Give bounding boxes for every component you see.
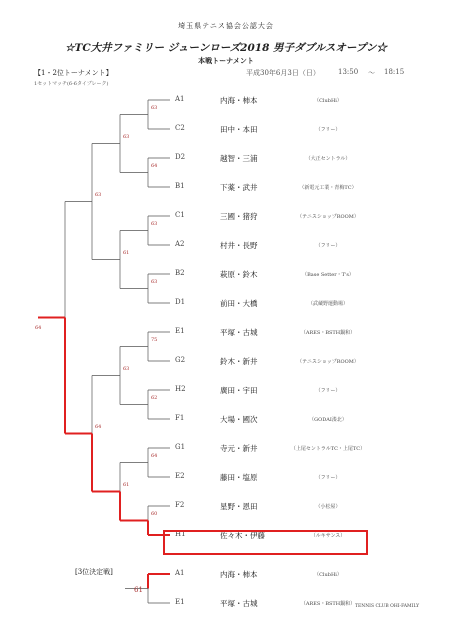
entry-club: （大正セントラル）: [305, 156, 351, 162]
footer-club-name: TENNIS CLUB OHI-FAMILY: [355, 604, 420, 609]
entry-club: （テニスショップROOM）: [297, 214, 359, 220]
entry-club: （フリー）: [315, 127, 341, 133]
entry-team-names: 星野・恩田: [220, 502, 258, 511]
entry-club: （Base Setter・T's）: [302, 272, 354, 278]
third-place-score: 61: [134, 586, 143, 594]
entry-team-names: 村井・長野: [220, 241, 258, 250]
end-time: 18:15: [384, 68, 405, 76]
match-score: 60: [151, 510, 158, 517]
entry-club: （フリー）: [315, 475, 341, 481]
match-score: 64: [151, 452, 158, 459]
entry-team-names: 三國・猪狩: [220, 212, 258, 221]
entry-team-names: 内海・柿本: [220, 96, 258, 105]
entry-team-names: 越智・三浦: [220, 154, 258, 163]
entry-seed: C1: [175, 211, 185, 219]
entry-seed: B2: [175, 269, 185, 277]
entry-team-names: 藤田・塩原: [220, 473, 258, 482]
match-score: 61: [123, 481, 130, 488]
tournament-subtitle: 本戦トーナメント: [198, 56, 254, 65]
third-place-team-names: 内海・柿本: [220, 570, 258, 579]
match-score: 62: [151, 394, 158, 401]
champion-highlight-box: [163, 530, 368, 555]
entry-team-names: 平塚・古城: [220, 328, 258, 337]
entry-seed: E2: [175, 472, 185, 480]
entry-team-names: 前田・大橋: [220, 299, 258, 308]
entry-team-names: 下薬・武井: [220, 183, 258, 192]
third-place-team-names: 平塚・古城: [220, 599, 258, 608]
entry-seed: D2: [175, 153, 186, 161]
entry-seed: C2: [175, 124, 185, 132]
third-place-club: （ARES・BSTH鍋和）: [300, 601, 356, 607]
entry-club: （GODAI湊北）: [309, 417, 347, 423]
entry-club: （フリー）: [315, 388, 341, 394]
entry-club: （ClubHi）: [314, 98, 342, 104]
entry-club: （ARES・BSTH鍋和）: [300, 330, 356, 336]
entry-team-names: 大場・國次: [220, 415, 258, 424]
entry-club: （ルキサンス）: [310, 533, 346, 539]
third-place-seed: E1: [175, 598, 185, 606]
round-label: 【1・2位トーナメント】: [34, 69, 113, 77]
entry-club: （小松屋）: [315, 504, 341, 510]
entry-team-names: 廣田・宇田: [220, 386, 258, 395]
entry-club: （テニスショップROOM）: [297, 359, 359, 365]
entry-seed: H1: [175, 530, 186, 538]
match-score: 63: [151, 278, 158, 285]
entry-seed: D1: [175, 298, 186, 306]
match-score: 64: [151, 162, 158, 169]
match-score: 64: [95, 423, 102, 430]
start-time: 13:50: [338, 68, 359, 76]
third-place-label: [3位決定戦]: [75, 568, 113, 576]
entry-seed: A1: [175, 95, 185, 103]
entry-seed: E1: [175, 327, 185, 335]
entry-club: （武蔵野運動場）: [307, 301, 348, 307]
entry-seed: G1: [175, 443, 186, 451]
match-rule: 1セットマッチ(6-6タイブレーク): [34, 81, 109, 87]
organizer-line: 埼玉県テニス協会公認大会: [178, 22, 274, 30]
entry-team-names: 萩原・鈴木: [220, 270, 258, 279]
match-score: 75: [151, 336, 158, 343]
third-place-seed: A1: [175, 569, 185, 577]
time-separator: ～: [368, 69, 375, 77]
match-score: 63: [151, 104, 158, 111]
entry-seed: F1: [175, 414, 185, 422]
third-place-club: （ClubHi）: [314, 572, 342, 578]
entry-club: （新電元工業・青梅TC）: [299, 185, 357, 191]
entry-team-names: 田中・本田: [220, 125, 258, 134]
match-score: 63: [151, 220, 158, 227]
entry-seed: H2: [175, 385, 186, 393]
match-score: 63: [123, 365, 130, 372]
entry-team-names: 鈴木・新井: [220, 357, 258, 366]
match-score: 63: [95, 191, 102, 198]
entry-team-names: 寺元・新井: [220, 444, 258, 453]
tournament-title: ☆TC大井ファミリー ジューンローズ2018 男子ダブルスオープン☆: [65, 42, 387, 54]
entry-club: （上尾セントラルTC・上尾TC）: [290, 446, 366, 452]
entry-team-names: 佐々木・伊藤: [220, 531, 265, 540]
entry-seed: B1: [175, 182, 185, 190]
match-score: 63: [123, 133, 130, 140]
final-score: 64: [35, 325, 42, 331]
entry-seed: A2: [175, 240, 185, 248]
entry-seed: G2: [175, 356, 186, 364]
event-date: 平成30年6月3日（日）: [246, 69, 320, 77]
entry-seed: F2: [175, 501, 185, 509]
match-score: 61: [123, 249, 130, 256]
entry-club: （フリー）: [315, 243, 341, 249]
